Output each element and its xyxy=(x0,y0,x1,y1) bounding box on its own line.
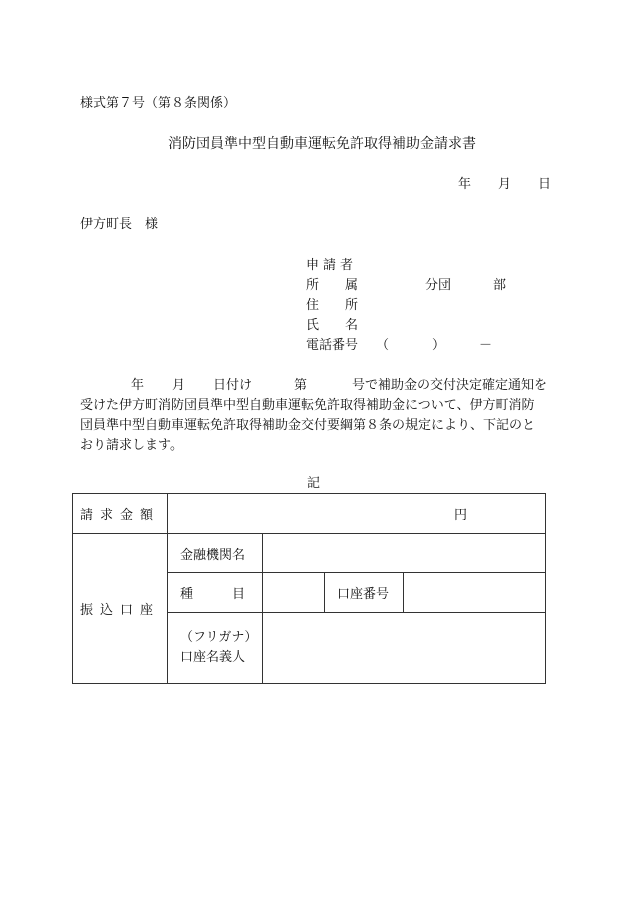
holder-label-cell xyxy=(168,613,263,684)
claim-table xyxy=(72,493,546,684)
address-label: 住 所 xyxy=(306,298,359,313)
body-date: 日付け xyxy=(213,378,253,393)
type-field[interactable] xyxy=(263,573,325,613)
document-title: 消防団員準中型自動車運転免許取得補助金請求書 xyxy=(168,136,476,152)
applicant-heading: 申請者 xyxy=(306,258,358,273)
body-month: 月 xyxy=(172,378,186,393)
phone-label: 電話番号 xyxy=(306,338,359,353)
body-line4: おり請求します。 xyxy=(80,438,183,453)
date-year: 年 xyxy=(458,177,472,192)
bank-row xyxy=(73,534,546,573)
affiliation-label: 所 属 xyxy=(306,278,359,293)
branch-label: 分団 xyxy=(425,278,452,293)
phone-dash: － xyxy=(479,338,493,353)
kana-label: （フリガナ） xyxy=(180,630,258,645)
body-no-prefix: 第 xyxy=(294,378,308,393)
transfer-label: 振込口座 xyxy=(73,534,168,684)
phone-close-paren: ） xyxy=(432,338,446,353)
amount-unit: 円 xyxy=(454,508,468,523)
bank-label: 金融機関名 xyxy=(168,534,263,573)
addressee: 伊方町長 様 xyxy=(80,217,159,232)
body-line2: 受けた伊方町消防団員準中型自動車運転免許取得補助金について、伊方町消防 xyxy=(80,398,535,413)
ki-mark: 記 xyxy=(307,476,321,491)
date-day: 日 xyxy=(538,177,552,192)
account-no-field[interactable] xyxy=(404,573,546,613)
body-line1-rest: 号で補助金の交付決定確定通知を xyxy=(352,378,548,393)
form-number: 様式第７号（第８条関係） xyxy=(80,96,237,111)
phone-open-paren: （ xyxy=(376,338,390,353)
holder-field[interactable] xyxy=(263,613,546,684)
type-label: 種 目 xyxy=(168,573,263,613)
body-line3: 団員準中型自動車運転免許取得補助金交付要綱第８条の規定により、下記のと xyxy=(80,418,536,433)
section-label: 部 xyxy=(493,278,507,293)
account-no-label: 口座番号 xyxy=(325,573,404,613)
date-month: 月 xyxy=(498,177,512,192)
name-label: 氏 名 xyxy=(306,318,359,333)
amount-row xyxy=(73,494,546,534)
body-year: 年 xyxy=(131,378,145,393)
holder-label: 口座名義人 xyxy=(180,650,246,665)
amount-field[interactable] xyxy=(168,494,546,534)
amount-label: 請求金額 xyxy=(73,494,168,534)
bank-field[interactable] xyxy=(263,534,546,573)
